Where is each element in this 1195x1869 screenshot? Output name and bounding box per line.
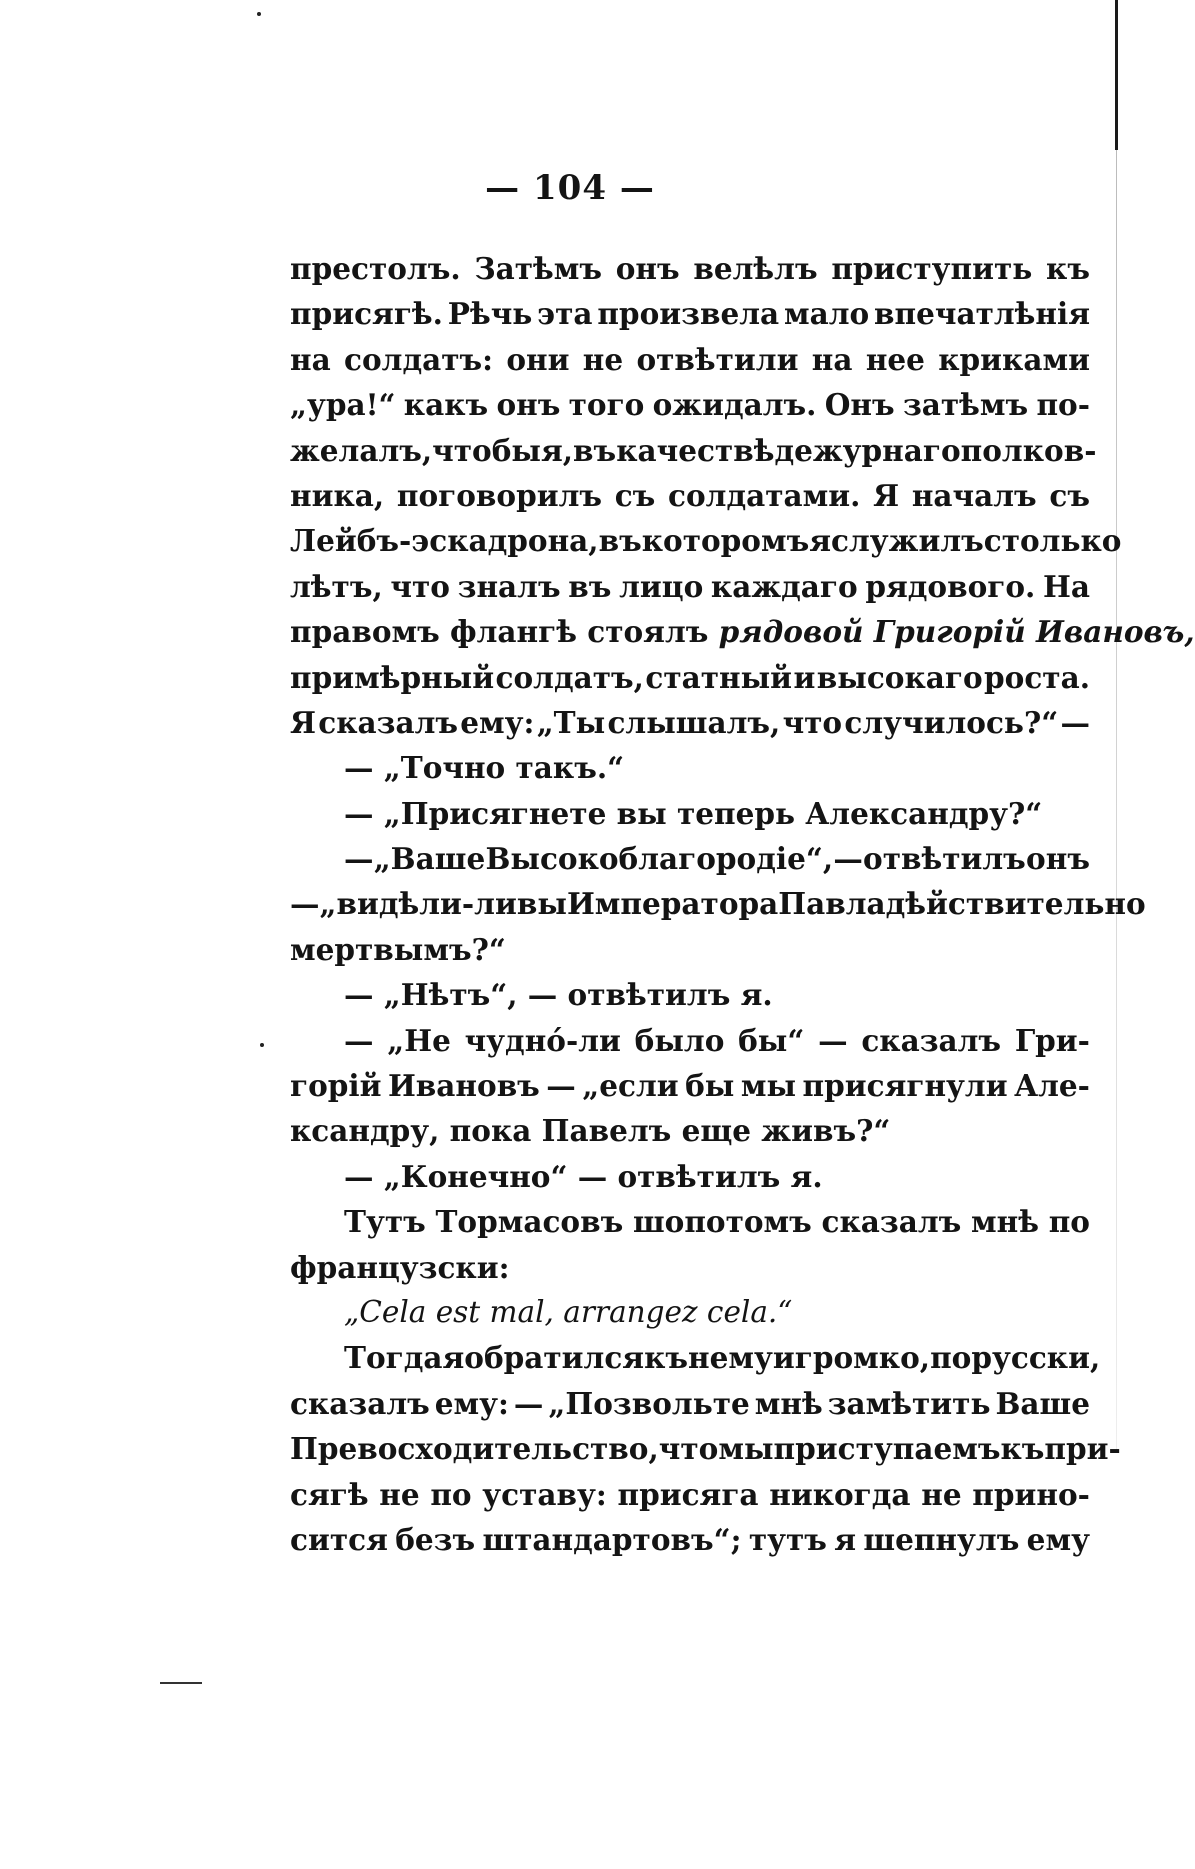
page-edge-shadow	[1115, 0, 1118, 150]
word: къ	[644, 1340, 689, 1376]
word: съ	[614, 477, 656, 513]
word: Я	[873, 477, 900, 513]
word: ему:	[460, 704, 535, 740]
text-line	[290, 473, 1090, 518]
french-quote: „Cela est mal, arrangez cela.“	[344, 1294, 793, 1329]
word: слышалъ,	[607, 704, 781, 740]
word: какъ	[403, 387, 489, 423]
ink-speck	[260, 1043, 264, 1047]
text-line	[290, 1063, 1090, 1108]
text-run: — „Присягнете вы теперь Александру?“	[344, 795, 1043, 831]
word: въ	[573, 432, 617, 468]
word: сказалъ	[821, 1204, 962, 1240]
word: бы	[685, 1068, 735, 1104]
word: „Ваше	[373, 841, 486, 877]
word: къ	[1000, 1431, 1045, 1467]
word: чтобы	[432, 432, 541, 468]
word: я	[809, 523, 832, 559]
word: Гри-	[1014, 1022, 1090, 1058]
footnote-rule	[160, 1682, 202, 1684]
word: —	[833, 841, 863, 877]
text-line	[290, 1018, 1090, 1063]
word: мы	[718, 1431, 774, 1467]
text-run: ксандру, пока Павелъ еще живъ?“	[290, 1113, 891, 1149]
text-line	[290, 382, 1090, 427]
word: эта	[537, 296, 593, 332]
word: присягѣ.	[290, 296, 443, 332]
word: велѣлъ	[693, 251, 818, 286]
text-line	[290, 609, 1195, 654]
word: отвѣтили	[636, 341, 799, 377]
text-run: правомъ флангѣ стоялъ	[290, 614, 719, 650]
text-line	[290, 655, 1090, 700]
word: не	[921, 1476, 962, 1512]
word: —	[1060, 704, 1090, 740]
word: на	[290, 341, 331, 377]
word: Ваше	[995, 1385, 1090, 1421]
word: Лейбъ-эскадрона,	[290, 523, 599, 559]
word: прино-	[972, 1476, 1090, 1512]
word: что	[782, 704, 843, 740]
word: каждаго	[710, 568, 858, 604]
text-run: — „Нѣтъ“, — отвѣтилъ я.	[344, 977, 773, 1013]
text-line	[290, 291, 1090, 336]
word: Затѣмъ	[474, 251, 602, 286]
word: солдатами.	[668, 477, 861, 513]
word: „если	[582, 1068, 679, 1104]
word: качествѣ	[616, 432, 775, 468]
ink-speck	[257, 12, 261, 16]
word: —	[290, 886, 320, 922]
word: дежурнаго	[774, 432, 961, 468]
word: полков-	[960, 432, 1097, 468]
word: На	[1042, 568, 1090, 604]
word: —	[344, 841, 374, 877]
word: чуднó-ли	[464, 1022, 621, 1058]
word: поговорилъ	[396, 477, 603, 513]
word: Рѣчь	[447, 296, 533, 332]
word: не	[582, 341, 624, 377]
word: отвѣтилъ	[863, 841, 1026, 877]
word: на	[811, 341, 853, 377]
word: затѣмъ	[902, 387, 1029, 423]
text-line	[290, 1108, 1090, 1153]
word: и	[793, 659, 816, 695]
word: они	[506, 341, 570, 377]
word: „видѣли-ли	[319, 886, 517, 922]
text-line	[290, 1335, 1101, 1380]
text-line	[290, 1154, 1090, 1199]
word: обратился	[464, 1340, 645, 1376]
word: по-	[1036, 387, 1090, 423]
word: Тутъ	[344, 1204, 426, 1240]
word: которомъ	[641, 523, 810, 559]
word: ника,	[290, 477, 385, 513]
word: сказалъ	[290, 1385, 430, 1421]
text-line	[290, 1381, 1090, 1426]
word: высокаго	[816, 659, 983, 695]
word: въ	[568, 568, 612, 604]
text-line	[290, 1472, 1090, 1517]
text-run: французски:	[290, 1249, 510, 1285]
word: шопотомъ	[632, 1204, 812, 1240]
word: было	[634, 1022, 725, 1058]
word: дѣйствительно	[885, 886, 1146, 922]
page-edge-line	[1116, 150, 1117, 1450]
word: онъ	[615, 251, 680, 286]
word: солдатъ,	[495, 659, 644, 695]
word: —	[513, 1385, 544, 1421]
word: уставу:	[482, 1476, 607, 1512]
emphasized-name: рядовой Григорій Ивановъ,	[718, 614, 1195, 650]
text-line	[290, 791, 1090, 836]
word: желалъ,	[290, 432, 433, 468]
word: никогда	[769, 1476, 911, 1512]
word: къ	[1046, 251, 1090, 286]
text-line	[290, 972, 1090, 1017]
word: безъ	[395, 1521, 476, 1557]
text-line	[290, 881, 1146, 926]
word: что	[658, 1431, 719, 1467]
word: „ура!“	[290, 387, 396, 423]
word: по	[1048, 1204, 1090, 1240]
word: въ	[598, 523, 642, 559]
text-line	[290, 246, 1090, 291]
word: приступить	[831, 251, 1033, 286]
word: „Ты	[536, 704, 606, 740]
word: бы“	[738, 1022, 805, 1058]
text-line	[290, 1426, 1121, 1471]
word: впечатлѣнія	[874, 296, 1090, 332]
word: приступаемъ	[773, 1431, 1001, 1467]
word: Тормасовъ	[435, 1204, 624, 1240]
word: сится	[290, 1521, 388, 1557]
word: я	[442, 1340, 465, 1376]
word: присягнули	[802, 1068, 1008, 1104]
word: мнѣ	[754, 1385, 823, 1421]
word: мнѣ	[971, 1204, 1039, 1240]
word: что	[390, 568, 450, 604]
word: при-	[1044, 1431, 1121, 1467]
word: Онъ	[824, 387, 895, 423]
text-line	[290, 1245, 1090, 1290]
word: онъ	[1026, 841, 1090, 877]
word: служилъ	[831, 523, 984, 559]
text-line	[290, 836, 1090, 881]
word: роста.	[984, 659, 1090, 695]
word: по	[930, 1340, 972, 1376]
word: —	[344, 1022, 374, 1058]
word: сказалъ	[318, 704, 459, 740]
text-line	[290, 927, 1090, 972]
word: нее	[865, 341, 925, 377]
text-line	[290, 564, 1090, 609]
word: штандартовъ“;	[482, 1521, 742, 1557]
word: замѣтить	[827, 1385, 991, 1421]
page-number: — 104 —	[485, 168, 655, 208]
word: столько	[983, 523, 1122, 559]
word: престолъ.	[290, 251, 461, 286]
word: по	[430, 1476, 472, 1512]
word: произвела	[597, 296, 780, 332]
text-line	[290, 428, 1097, 473]
text-line	[290, 518, 1122, 563]
word: нему	[688, 1340, 773, 1376]
word: онъ	[496, 387, 561, 423]
word: сягѣ	[290, 1476, 369, 1512]
text-run: — „Конечно“ — отвѣтилъ я.	[344, 1158, 823, 1194]
text-line	[290, 745, 1090, 790]
word: сказалъ	[861, 1022, 1002, 1058]
word: „Не	[387, 1022, 451, 1058]
word: шепнулъ	[863, 1521, 1020, 1557]
word: лѣтъ,	[290, 568, 383, 604]
word: присяга	[617, 1476, 759, 1512]
word: и	[772, 1340, 795, 1376]
word: не	[379, 1476, 420, 1512]
word: мы	[740, 1068, 797, 1104]
text-line	[290, 1290, 1090, 1335]
word: Тогда	[344, 1340, 443, 1376]
word: лицо	[619, 568, 704, 604]
word: —	[546, 1068, 576, 1104]
word: Императора	[566, 886, 779, 922]
word: зналъ	[457, 568, 561, 604]
word: вы	[516, 886, 567, 922]
text-line	[290, 337, 1090, 382]
word: ему	[1026, 1521, 1090, 1557]
word: случилось?“	[844, 704, 1059, 740]
word: криками	[938, 341, 1090, 377]
word: я,	[540, 432, 574, 468]
word: Я	[290, 704, 317, 740]
word: я	[834, 1521, 857, 1557]
word: „Позвольте	[548, 1385, 750, 1421]
text-line	[290, 1517, 1090, 1562]
text-run: — „Точно такъ.“	[344, 750, 625, 786]
word: горій	[290, 1068, 382, 1104]
word: русски,	[971, 1340, 1101, 1376]
text-line	[290, 1199, 1090, 1244]
word: тутъ	[748, 1521, 827, 1557]
word: началъ	[911, 477, 1037, 513]
word: солдатъ:	[344, 341, 494, 377]
word: Высокоблагородіе“,	[485, 841, 834, 877]
text-run: мертвымъ?“	[290, 931, 506, 967]
word: Превосходительство,	[290, 1431, 659, 1467]
word: статный	[645, 659, 793, 695]
word: Але-	[1014, 1068, 1090, 1104]
word: ему:	[434, 1385, 509, 1421]
word: съ	[1049, 477, 1090, 513]
word: ожидалъ.	[652, 387, 817, 423]
word: Ивановъ	[387, 1068, 540, 1104]
word: —	[818, 1022, 848, 1058]
word: громко,	[794, 1340, 931, 1376]
word: Павла	[778, 886, 886, 922]
word: примѣрный	[290, 659, 495, 695]
word: того	[568, 387, 645, 423]
body-text	[290, 246, 1195, 1562]
word: рядового.	[865, 568, 1036, 604]
text-line	[290, 700, 1090, 745]
word: мало	[783, 296, 870, 332]
